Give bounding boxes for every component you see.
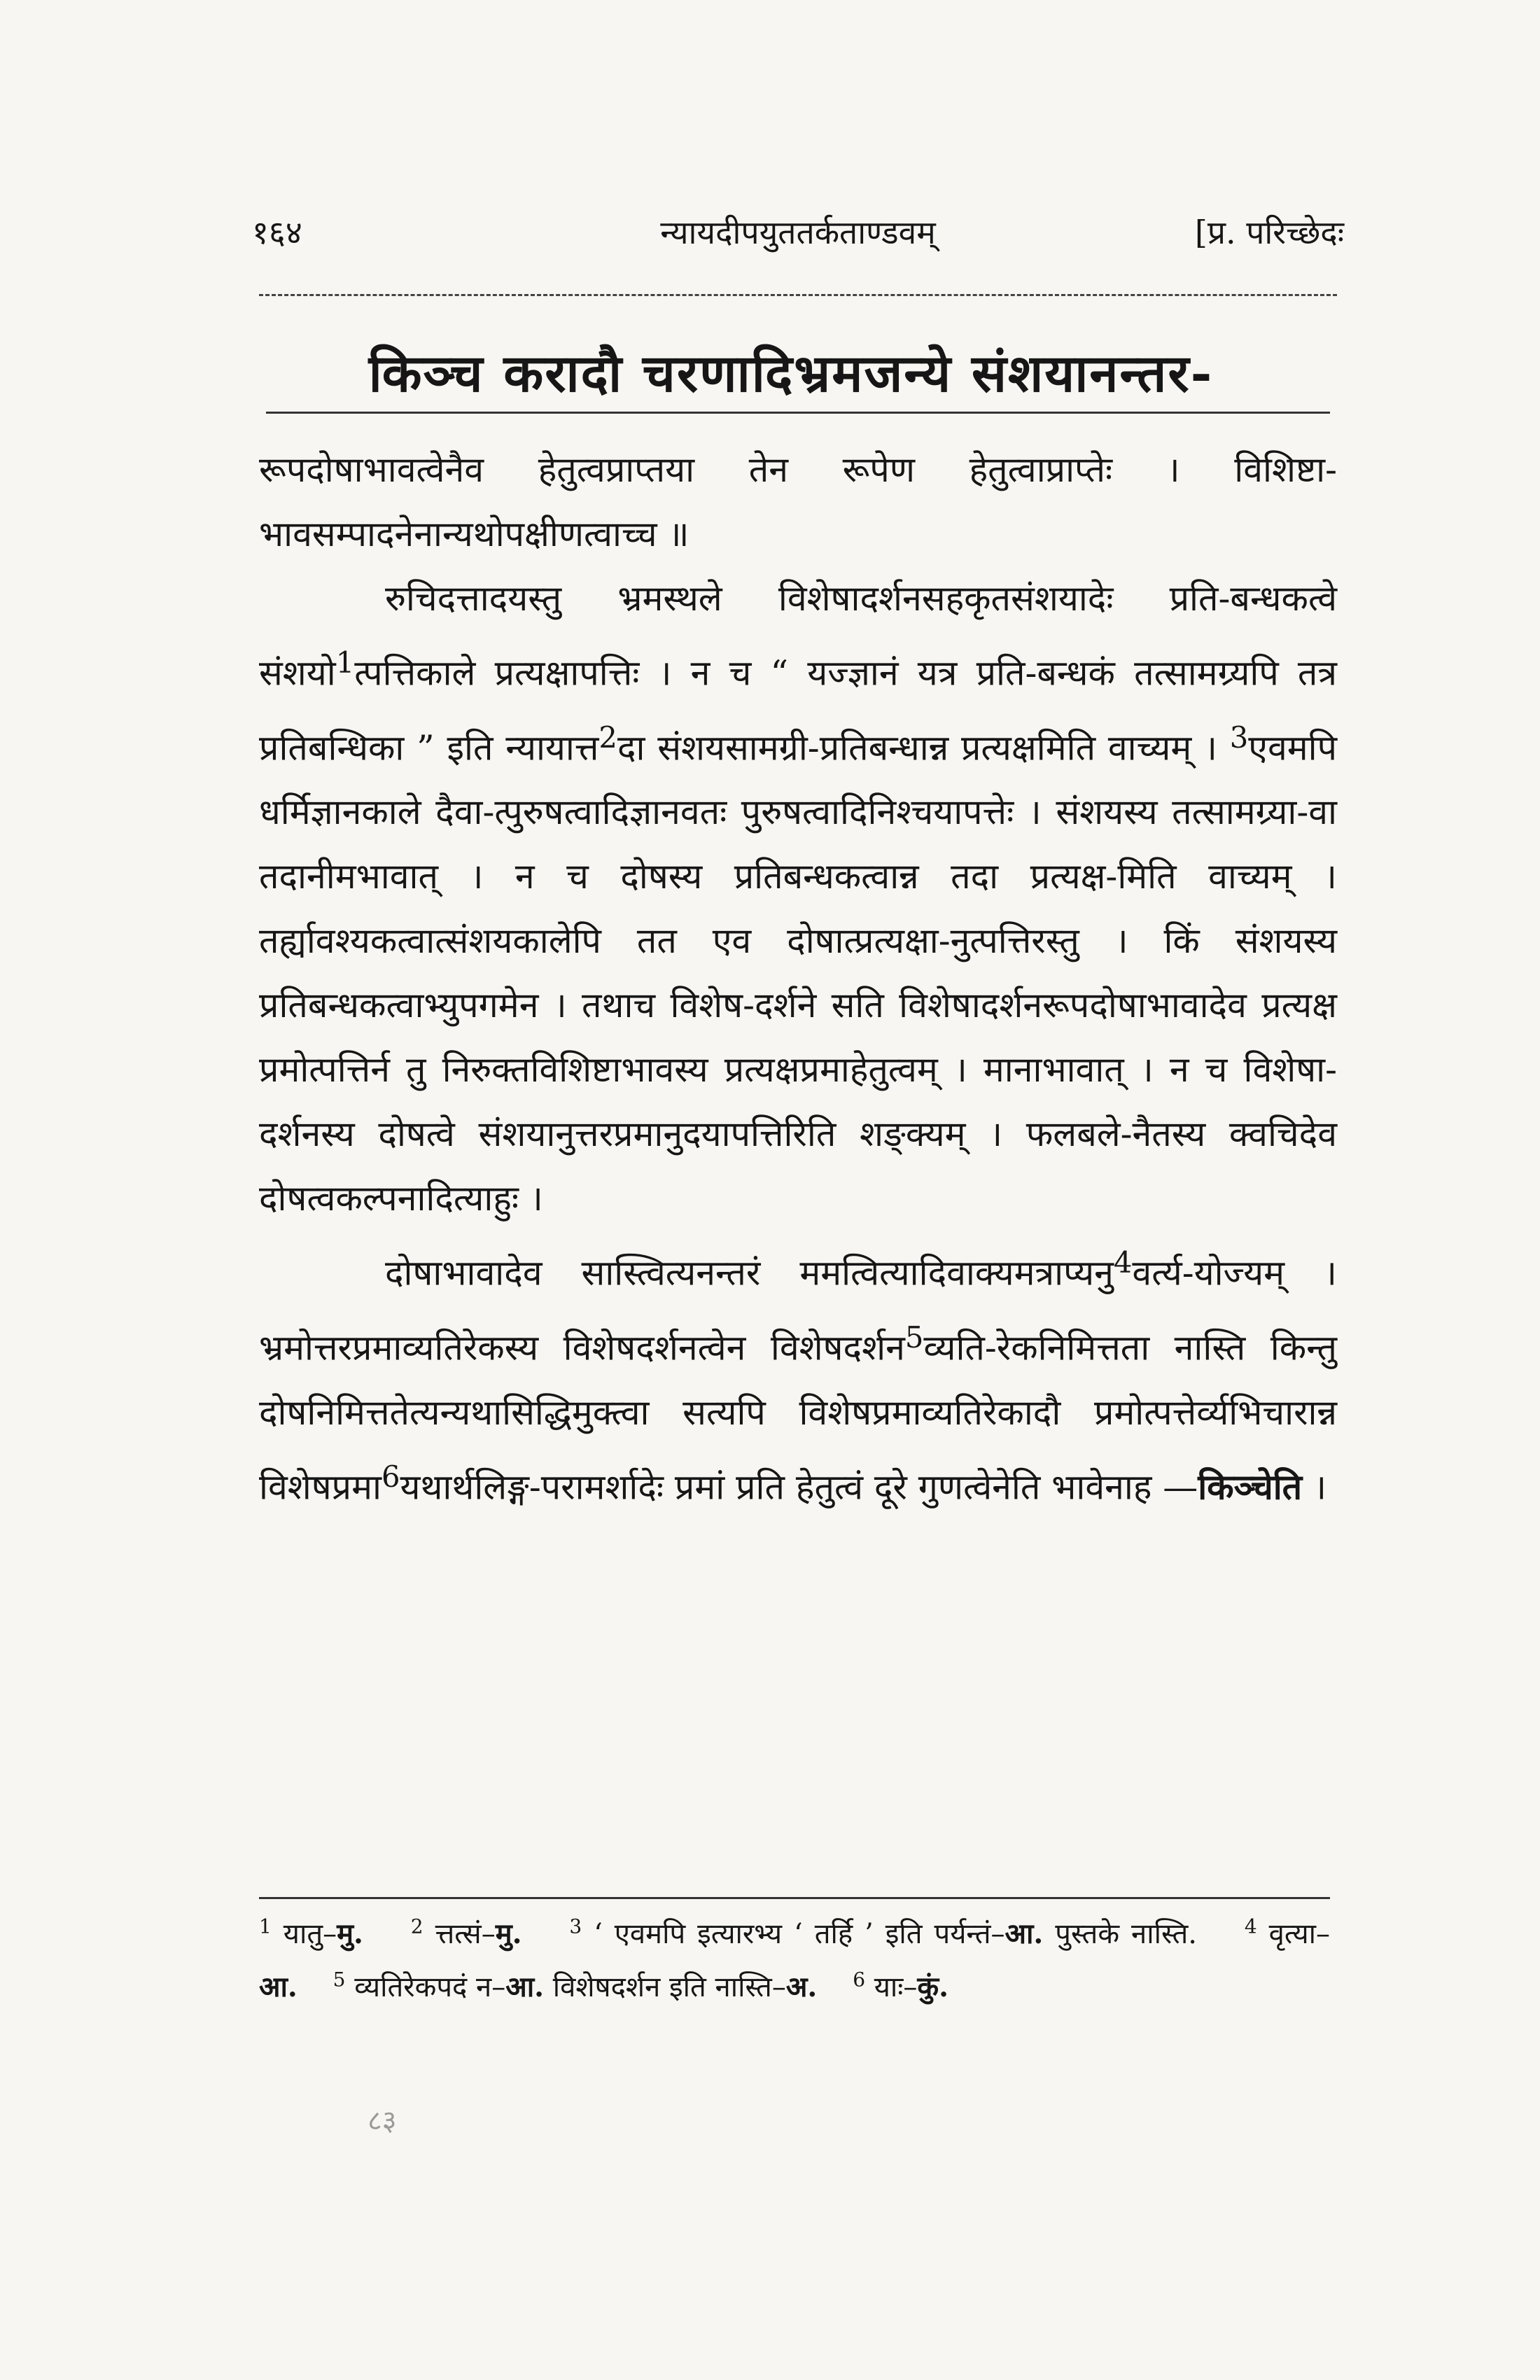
footnote-ref-4[interactable]: 4 [1113,1245,1133,1280]
commentary-body [259,438,1337,1519]
footnote-6-source: कुं. [917,1970,949,2003]
footnote-ref-6[interactable]: 6 [381,1459,400,1494]
paragraph-3-text-a: दोषाभावादेव सास्त्वित्यनन्तरं ममत्वित्यादिवाक्यमत्राप्यनु [385,1252,1114,1294]
paragraph-2 [259,566,1337,1231]
footnote-1-text: यातु– [271,1918,337,1950]
footnote-divider [259,1897,1330,1899]
paragraph-2-text-c: दा संशयसामग्री-प्रतिबन्धान्न प्रत्यक्षमिति वाच्यम् । [617,727,1230,769]
footnote-5-text: व्यतिरेकपदं न– [345,1971,506,2003]
footnote-ref-5[interactable]: 5 [904,1320,924,1354]
footnote-2-number: 2 [410,1914,424,1938]
section-label: [प्र. परिच्छेदः [1194,214,1344,251]
running-head [252,210,1344,266]
footnote-4-number: 4 [1244,1914,1257,1938]
footnote-6-number: 6 [853,1968,866,1991]
running-title: न्यायदीपयुततर्कताण्डवम् [660,214,936,251]
emphasized-term: किञ्चेति [1198,1466,1303,1508]
paragraph-3 [259,1231,1337,1519]
page-number: १६४ [252,214,302,251]
footnote-4-text: वृत्या– [1256,1918,1331,1950]
heading-divider [266,412,1330,414]
footnote-5-tail: विशेषदर्शन इति नास्ति– [544,1971,786,2003]
footnote-1-number: 1 [259,1914,272,1938]
paragraph-2-text-a: रुचिदत्तादयस्तु भ्रमस्थले विशेषादर्शनसहकृतसंशयादेः प्रति-बन्धकत्वे संशयो [259,578,1337,694]
passage-heading: किञ्च करादौ चरणादिभ्रमजन्ये संशयानन्तर- [368,344,1214,404]
paragraph-3-text-c: व्यति-रेकनिमित्तता नास्ति किन्तु दोषनिमित्ततेत्यन्यथासिद्धिमुक्त्वा सत्यपि विशेषप्रमाव्यतिरेकादौ प्रमोत्पत्तेर्व्यभिचारान्न विशेषप्रमा [259,1327,1338,1508]
paragraph-3-text-d: यथार्थलिङ्ग-परामर्शादेः प्रमां प्रति हेतुत्वं दूरे गुणत्वेनेति भावेनाह — [400,1466,1198,1508]
footnote-5-source: आ. [505,1970,545,2003]
footnote-2-source: मु. [495,1917,522,1950]
footnote-1-source: मु. [337,1917,363,1950]
footnote-5-source-2: अ. [785,1970,818,2003]
footnote-4-source: आ. [259,1970,298,2003]
footnote-ref-1[interactable]: 1 [335,645,355,680]
footnote-block [259,1907,1330,2014]
paragraph-2-text-d: एवमपि धर्मिज्ञानकाले दैवा-त्पुरुषत्वादिज्ञानवतः पुरुषत्वादिनिश्चयापत्तेः । संशयस्य तत्सामग्र्या-वा तदानीमभावात् । न च दोषस्य प्रतिबन्धकत्वान्न तदा प्रत्यक्ष-मिति वाच्यम् । तर्ह्यावश्यकत्वात्संशयकालेपि तत एव दोषात्प्रत्यक्षा-नुत्पत्तिरस्तु । किं संशयस्य प्रतिबन्धकत्वाभ्युपगमेन । तथाच विशेष-दर्शने सति विशेषादर्शनरूपदोषाभावादेव प्रत्यक्ष प्रमोत्पत्तिर्न तु निरुक्तविशिष्टाभावस्य प्रत्यक्षप्रमाहेतुत्वम् । मानाभावात् । न च विशेषा-दर्शनस्य दोषत्वे संशयानुत्तरप्रमानुदयापत्तिरिति शङ्क्यम् । फलबले-नैतस्य क्वचिदेव दोषत्वकल्पनादित्याहुः । [259,727,1337,1219]
faint-page-mark: ८३ [368,2105,397,2137]
footnote-3-source: आ. [1004,1917,1044,1950]
paragraph-3-end: । [1302,1466,1327,1508]
footnote-ref-3[interactable]: 3 [1229,720,1249,755]
header-divider [259,294,1337,296]
footnote-3-number: 3 [569,1914,582,1938]
footnotes [259,1907,1330,2014]
footnote-2-text: त्तत्सं– [423,1918,496,1950]
footnote-ref-2[interactable]: 2 [598,720,617,755]
footnote-6-text: याः– [865,1971,918,2003]
footnote-5-number: 5 [332,1968,346,1991]
footnote-3-text: ‘ एवमपि इत्यारभ्य ‘ तर्हि ’ इति पर्यन्तं– [582,1918,1005,1950]
footnote-3-tail: पुस्तके नास्ति. [1043,1918,1198,1950]
paragraph-1: रूपदोषाभावत्वेनैव हेतुत्वप्राप्तया तेन रूपेण हेतुत्वाप्राप्तेः । विशिष्टा-भावसम्पादनेनान्यथोपक्षीणत्वाच्च ॥ [259,449,1337,554]
paragraph-3-text-b: वर्त्य-योज्यम् । भ्रमोत्तरप्रमाव्यतिरेकस्य विशेषदर्शनत्वेन विशेषदर्शन [259,1252,1337,1368]
paragraph-2-text-b: त्पत्तिकाले प्रत्यक्षापत्तिः । न च “ यज्ज्ञानं यत्र प्रति-बन्धकं तत्सामग्र्यपि तत्र प्रतिबन्धिका ” इति न्यायात्त [259,652,1337,769]
